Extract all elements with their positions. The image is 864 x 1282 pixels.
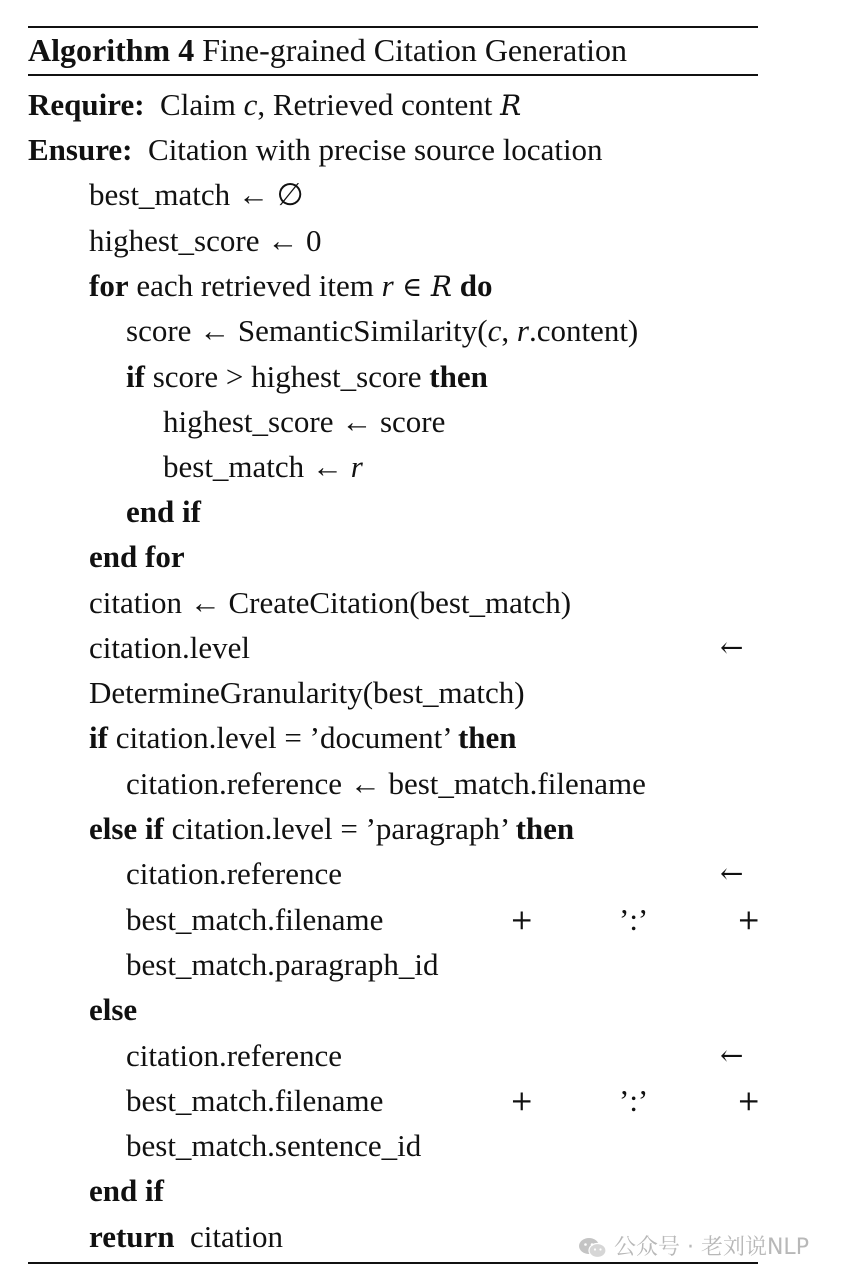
line-text: highest_score ← score — [163, 404, 446, 439]
keyword: then — [429, 359, 488, 394]
keyword: do — [451, 268, 493, 303]
line-text: citation.reference — [126, 856, 342, 891]
line-text: best_match.filename — [126, 902, 384, 937]
line-text: citation.level = ’document’ — [107, 720, 458, 755]
ensure-keyword: Ensure: — [28, 132, 133, 167]
var: r — [381, 268, 394, 303]
keyword: if — [126, 359, 145, 394]
keyword: end for — [89, 539, 185, 574]
line-text: highest_score ← 0 — [89, 223, 322, 258]
require-mid: , Retrieved content — [257, 87, 501, 122]
title-rule — [28, 74, 758, 76]
line-text: citation.level — [89, 630, 250, 665]
set: R — [430, 270, 452, 303]
keyword: else — [89, 992, 138, 1027]
assign-arrow: ← — [720, 1039, 744, 1072]
plus-operator: + — [510, 1084, 534, 1117]
line-text: citation ← CreateCitation(best_match) — [89, 585, 572, 620]
plus-operator: + — [737, 903, 761, 936]
keyword: end if — [126, 494, 201, 529]
var: r — [350, 449, 363, 484]
var: r — [516, 313, 529, 348]
require-pre: Claim — [160, 87, 244, 122]
require-keyword: Require: — [28, 87, 145, 122]
line-text: best_match ← ∅ — [89, 177, 304, 212]
algorithm-label: Algorithm 4 — [28, 32, 195, 68]
line-text: score > highest_score — [144, 359, 430, 394]
line-text: each retrieved item — [128, 268, 382, 303]
keyword: if — [89, 720, 108, 755]
keyword: then — [457, 720, 517, 755]
line-text: .content) — [528, 313, 639, 348]
keyword: for — [89, 268, 129, 303]
line-text: citation.reference ← best_match.filename — [126, 766, 646, 801]
line-text: best_match.paragraph_id — [126, 947, 439, 982]
line-text: citation.reference — [126, 1038, 342, 1073]
require-var: c — [243, 87, 258, 122]
keyword: return — [89, 1219, 175, 1254]
assign-arrow: ← — [720, 631, 744, 664]
watermark-text: 公众号 · 老刘说NLP — [614, 1235, 809, 1260]
var: c — [487, 313, 502, 348]
algorithm-name: Fine-grained Citation Generation — [202, 32, 627, 68]
line-text: citation.level = ’paragraph’ — [163, 811, 516, 846]
colon-literal: ’:’ — [619, 902, 649, 937]
element-of-symbol: ∈ — [393, 272, 431, 303]
line-text: citation — [174, 1219, 284, 1254]
ensure-text: Citation with precise source location — [148, 132, 603, 167]
colon-literal: ’:’ — [619, 1083, 649, 1118]
algorithm-title — [28, 28, 627, 72]
line-text: best_match ← — [163, 449, 351, 484]
line-text: DetermineGranularity(best_match) — [89, 675, 525, 710]
keyword: end if — [89, 1173, 164, 1208]
plus-operator: + — [510, 903, 534, 936]
wechat-icon — [578, 1236, 608, 1260]
keyword: then — [515, 811, 575, 846]
assign-arrow: ← — [720, 857, 744, 890]
plus-operator: + — [737, 1084, 761, 1117]
keyword: else if — [89, 811, 164, 846]
line-text: best_match.sentence_id — [126, 1128, 422, 1163]
line-text: score ← SemanticSimilarity( — [126, 313, 488, 348]
watermark — [578, 1228, 809, 1268]
line-text: , — [501, 313, 517, 348]
line-text: best_match.filename — [126, 1083, 384, 1118]
require-set: R — [500, 89, 522, 122]
